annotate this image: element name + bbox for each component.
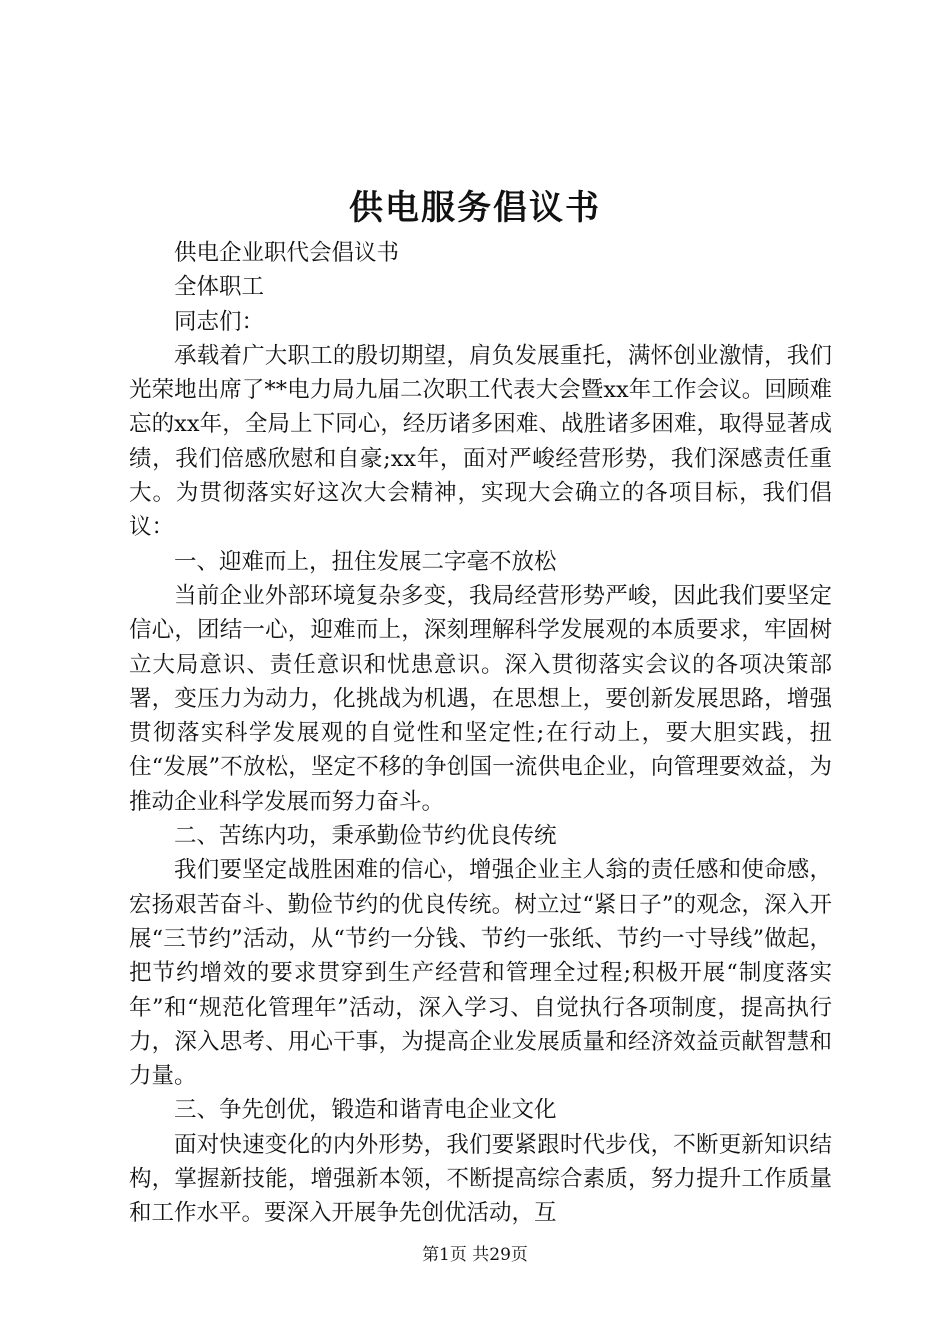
paragraph-salutation: 同志们： — [174, 308, 265, 335]
paragraph-heading: 供电企业职代会倡议书 — [174, 240, 400, 266]
section-body-2: 我们要坚定战胜困难的信心，增强企业主人翁的责任感和使命感，宏扬艰苦奋斗、勤俭节约的优良传统。树立过“紧日子”的观念，深入开展“三节约”活动，从“节约一分钱、节约一张纸、节约一寸导线”做起，把节约增效的要求贯穿到生产经营和管理全过程;积极开展“制度落实年”和“规范化管理年”活动，深入学习、自觉执行各项制度，提高执行力，深入思考、用心干事，为提高企业发展质量和经济效益贡献智慧和力量。 — [129, 857, 832, 1090]
section-heading-3: 三、争先创优，锻造和谐青电企业文化 — [174, 1097, 557, 1124]
document-title: 供电服务倡议书 — [349, 188, 601, 228]
section-body-3: 面对快速变化的内外形势，我们要紧跟时代步伐，不断更新知识结构，掌握新技能，增强新本领，不断提高综合素质，努力提升工作质量和工作水平。要深入开展争先创优活动，互 — [129, 1131, 832, 1227]
section-heading-2: 二、苦练内功，秉承勤俭节约优良传统 — [174, 823, 557, 850]
document-body — [129, 236, 832, 1231]
section-body-1: 当前企业外部环境复杂多变，我局经营形势严峻，因此我们要坚定信心，团结一心，迎难而上，深刻理解科学发展观的本质要求，牢固树立大局意识、责任意识和忧患意识。深入贯彻落实会议的各项决策部署，变压力为动力，化挑战为机遇，在思想上，要创新发展思路，增强贯彻落实科学发展观的自觉性和坚定性;在行动上，要大胆实践，扭住“发展”不放松，坚定不移的争创国一流供电企业，向管理要效益，为推动企业科学发展而努力奋斗。 — [129, 582, 832, 815]
page-footer: 第1页 共29页 — [422, 1245, 528, 1265]
paragraph-intro: 承载着广大职工的殷切期望，肩负发展重托，满怀创业激情，我们光荣地出席了**电力局九届二次职工代表大会暨xx年工作会议。回顾难忘的xx年，全局上下同心，经历诸多困难、战胜诸多困难，取得显著成绩，我们倍感欣慰和自豪;xx年，面对严峻经营形势，我们深感责任重大。为贯彻落实好这次大会精神，实现大会确立的各项目标，我们倡议： — [129, 342, 832, 541]
section-heading-1: 一、迎难而上，扭住发展二字毫不放松 — [174, 548, 557, 575]
paragraph-recipient: 全体职工 — [174, 274, 265, 301]
